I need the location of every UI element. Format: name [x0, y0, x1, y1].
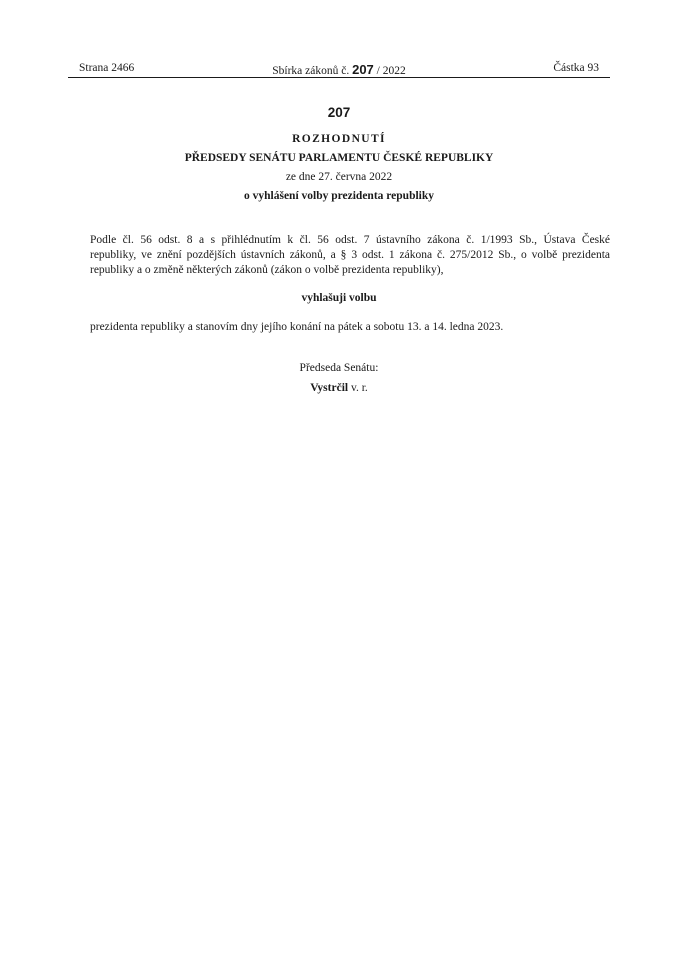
- collection-prefix: Sbírka zákonů č.: [272, 65, 350, 77]
- signer-suffix: v. r.: [350, 382, 368, 394]
- collection-year: / 2022: [376, 65, 406, 77]
- collection-number: 207: [352, 62, 374, 77]
- signer-name: Vystrčil: [310, 382, 349, 394]
- part-number: Částka 93: [553, 62, 599, 74]
- document-number: 207: [327, 105, 351, 120]
- announcement: vyhlašuji volbu: [301, 292, 377, 304]
- document-subject: o vyhlášení volby prezidenta republiky: [244, 190, 434, 202]
- signer-role: Předseda Senátu:: [299, 362, 379, 374]
- document-title: ROZHODNUTÍ: [292, 133, 386, 145]
- legal-basis-paragraph: [80, 233, 610, 279]
- page-number: Strana 2466: [79, 62, 135, 74]
- paragraph-line: Podle čl. 56 odst. 8 a s přihlédnutím k čl. 56 odst. 7 ústavního zákona č. 1/1993 Sb., Ústava České: [90, 234, 610, 246]
- collection-reference: [68, 62, 610, 77]
- election-dates-paragraph: prezidenta republiky a stanovím dny jejího konání na pátek a sobotu 13. a 14. ledna 2023.: [90, 321, 504, 333]
- paragraph-line: republiky, ve znění pozdějších ústavních zákonů, a § 3 odst. 1 zákona č. 275/2012 Sb., o volbě prezidenta: [90, 249, 610, 262]
- header-rule: [68, 77, 610, 78]
- paragraph-line: republiky a o změně některých zákonů (zákon o volbě prezidenta republiky),: [90, 264, 444, 277]
- document-issuer: PŘEDSEDY SENÁTU PARLAMENTU ČESKÉ REPUBLIKY: [184, 152, 494, 164]
- signature-block: [68, 382, 610, 394]
- page-header: [68, 60, 610, 76]
- document-date: ze dne 27. června 2022: [285, 171, 393, 183]
